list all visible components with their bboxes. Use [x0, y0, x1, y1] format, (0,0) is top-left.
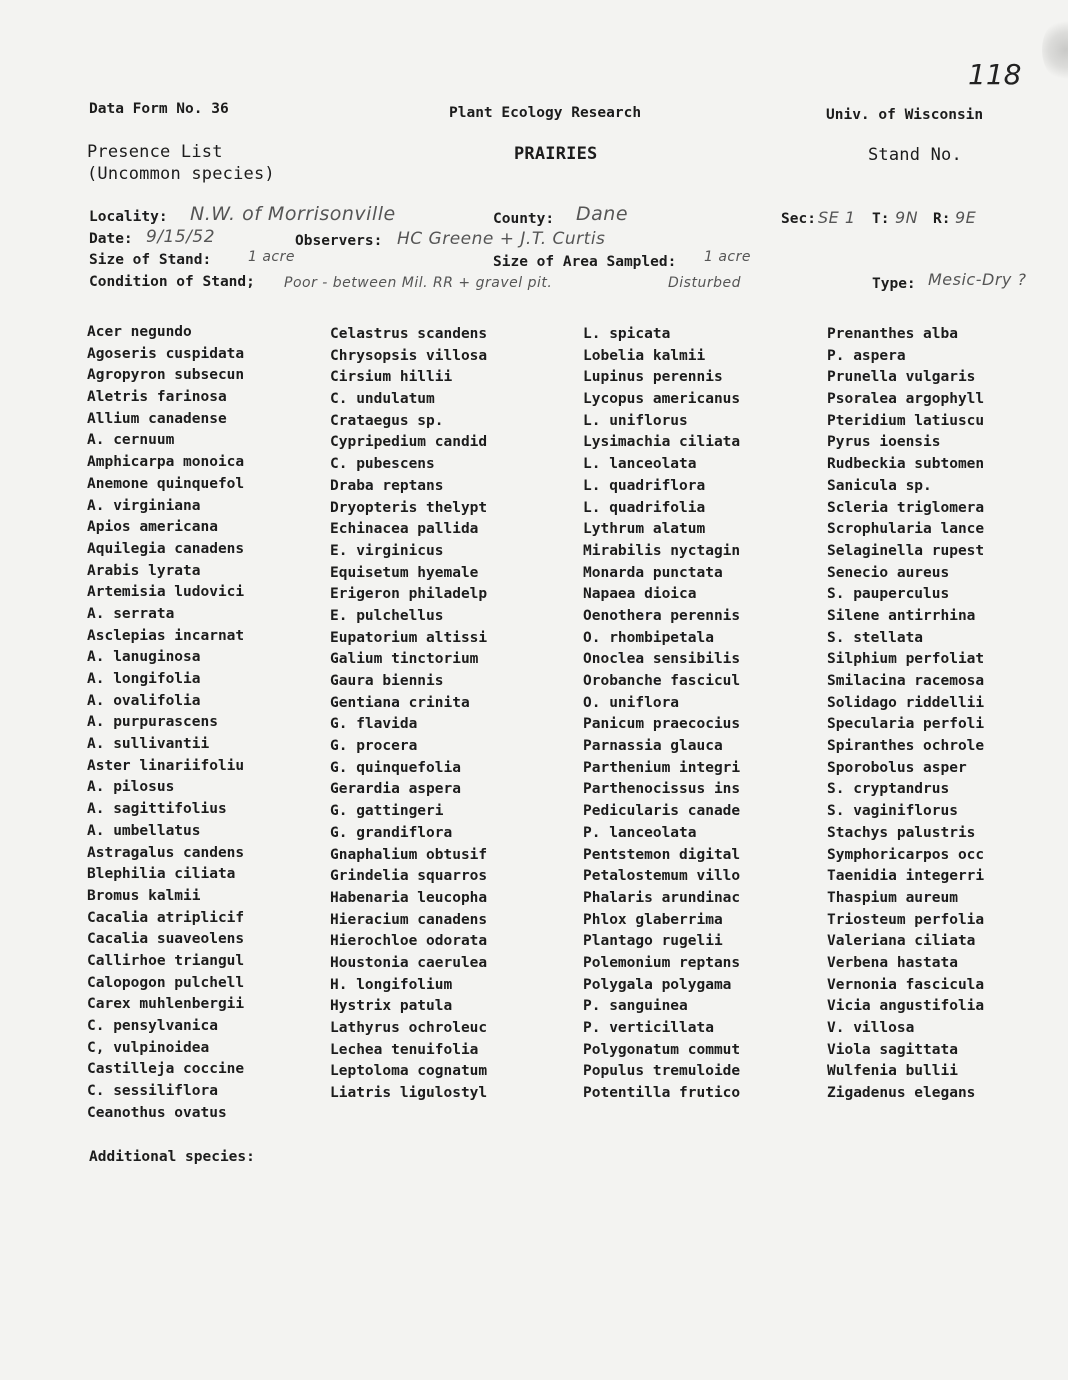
species-entry: Sanicula sp. [827, 477, 932, 494]
species-entry: E. virginicus [330, 542, 444, 559]
size-of-area-label: Size of Area Sampled: [493, 254, 677, 270]
species-entry: Populus tremuloide [583, 1063, 741, 1080]
species-entry: Ceanothus ovatus [87, 1104, 227, 1121]
species-column-1 [87, 322, 244, 1124]
species-entry: Orobanche fascicul [583, 673, 741, 689]
species-entry: Hierochloe odorata [330, 933, 488, 950]
species-entry: Gaura biennis [330, 673, 444, 689]
species-entry: A. purpurascens [87, 714, 218, 731]
species-entry: A. sagittifolius [87, 801, 227, 818]
species-entry: A. umbellatus [87, 822, 201, 839]
species-entry: Polemonium reptans [583, 954, 741, 971]
species-entry: C. pensylvanica [87, 1018, 218, 1034]
range-label: R: [933, 211, 951, 227]
species-entry: Rudbeckia subtomen [827, 456, 985, 473]
species-entry: Scleria triglomera [827, 499, 985, 516]
species-entry: Cypripedium candid [330, 434, 488, 451]
species-entry: Silphium perfoliat [827, 651, 985, 668]
species-entry: Symphoricarpos occ [827, 846, 985, 863]
species-entry: Draba reptans [330, 477, 444, 494]
species-entry: Mirabilis nyctagin [583, 542, 741, 559]
species-entry: Lupinus perennis [583, 369, 723, 386]
species-entry: Selaginella rupest [827, 542, 985, 559]
species-entry: Phalaris arundinac [583, 889, 741, 906]
species-entry: Taenidia integerri [827, 868, 985, 885]
species-entry: A. ovalifolia [87, 692, 201, 709]
species-entry: S. cryptandrus [827, 781, 950, 798]
species-entry: Hieracium canadens [330, 911, 488, 928]
species-entry: C. sessiliflora [87, 1083, 218, 1100]
species-entry: Valeriana ciliata [827, 933, 976, 950]
species-entry: A. cernuum [87, 432, 175, 449]
page-number: 118 [968, 58, 1022, 91]
species-entry: Pteridium latiuscu [827, 412, 985, 429]
species-entry: Onoclea sensibilis [583, 651, 741, 668]
species-entry: L. lanceolata [583, 456, 697, 473]
species-entry: Anemone quinquefol [87, 475, 245, 492]
species-entry: L. uniflorus [583, 412, 688, 429]
observers-value: HC Greene + J.T. Curtis [397, 229, 606, 249]
date-label: Date: [89, 231, 133, 247]
category-title: PRAIRIES [514, 144, 598, 164]
species-entry: Dryopteris thelypt [330, 499, 488, 516]
species-entry: O. uniflora [583, 694, 680, 711]
species-entry: E. pulchellus [330, 607, 444, 624]
condition-label: Condition of Stand; [89, 274, 255, 290]
species-entry: Pentstemon digital [583, 846, 741, 863]
species-entry: Celastrus scandens [330, 326, 488, 342]
sec-value: SE 1 [818, 208, 856, 227]
species-entry: Aquilegia canadens [87, 540, 245, 557]
type-value: Mesic-Dry ? [928, 270, 1027, 289]
presence-list-title: Presence List [87, 142, 223, 162]
species-entry: Wulfenia bullii [827, 1063, 958, 1080]
species-entry: Leptoloma cognatum [330, 1063, 488, 1080]
species-entry: Pedicularis canade [583, 803, 741, 820]
species-entry: Triosteum perfolia [827, 911, 985, 928]
species-entry: A. pilosus [87, 779, 175, 796]
species-entry: Lechea tenuifolia [330, 1041, 479, 1058]
species-entry: A. longifolia [87, 671, 201, 687]
species-entry: Gerardia aspera [330, 781, 461, 798]
species-entry: Spiranthes ochrole [827, 738, 985, 755]
species-entry: G. procera [330, 738, 418, 755]
species-column-2 [330, 324, 487, 1105]
species-entry: Lythrum alatum [583, 521, 706, 538]
organization: Plant Ecology Research [449, 105, 642, 121]
species-entry: C, vulpinoidea [87, 1039, 210, 1056]
species-entry: Lycopus americanus [583, 391, 741, 408]
species-entry: A. lanuginosa [87, 649, 201, 666]
species-entry: Polygonatum commut [583, 1041, 741, 1058]
species-entry: Polygala polygama [583, 976, 732, 993]
species-entry: S. pauperculus [827, 586, 950, 603]
species-entry: Panicum praecocius [583, 716, 741, 733]
species-column-3 [583, 324, 740, 1105]
species-entry: Potentilla frutico [583, 1085, 741, 1102]
species-entry: Amphicarpa monoica [87, 454, 245, 471]
species-entry: Cacalia suaveolens [87, 931, 245, 948]
species-entry: A. virginiana [87, 497, 201, 514]
species-entry: Petalostemum villo [583, 868, 741, 885]
observers-label: Observers: [295, 233, 383, 249]
species-entry: Scrophularia lance [827, 521, 985, 538]
stand-number-label: Stand No. [868, 145, 962, 165]
species-entry: Asclepias incarnat [87, 627, 245, 644]
species-entry: A. serrata [87, 605, 175, 622]
species-entry: Senecio aureus [827, 564, 950, 581]
species-entry: S. stellata [827, 629, 924, 646]
species-entry: Cacalia atriplicif [87, 909, 245, 926]
species-entry: Callirhoe triangul [87, 952, 245, 969]
species-entry: Agoseris cuspidata [87, 345, 245, 362]
species-entry: P. verticillata [583, 1020, 714, 1036]
species-entry: Phlox glaberrima [583, 911, 723, 928]
species-entry: Parnassia glauca [583, 738, 723, 755]
species-entry: L. quadrifolia [583, 499, 706, 516]
sec-label: Sec: [781, 211, 816, 227]
locality-label: Locality: [89, 209, 168, 225]
species-entry: Gentiana crinita [330, 694, 470, 711]
species-entry: Acer negundo [87, 324, 192, 340]
species-entry: Monarda punctata [583, 564, 723, 581]
species-entry: Aster linariifoliu [87, 757, 245, 774]
species-entry: Grindelia squarros [330, 868, 488, 885]
species-entry: L. quadriflora [583, 477, 706, 494]
species-entry: Gnaphalium obtusif [330, 846, 488, 863]
species-entry: Psoralea argophyll [827, 391, 985, 408]
species-entry: Galium tinctorium [330, 651, 479, 668]
species-entry: Plantago rugelii [583, 933, 723, 950]
presence-list-subtitle: (Uncommon species) [87, 164, 275, 184]
locality-value: N.W. of Morrisonville [190, 203, 396, 225]
species-entry: C. pubescens [330, 456, 435, 473]
species-entry: Vicia angustifolia [827, 998, 985, 1015]
species-entry: Allium canadense [87, 410, 227, 427]
form-number: Data Form No. 36 [89, 101, 229, 117]
species-entry: Pyrus ioensis [827, 434, 941, 451]
species-entry: Echinacea pallida [330, 521, 479, 538]
species-entry: Prunella vulgaris [827, 369, 976, 386]
species-entry: G. grandiflora [330, 824, 453, 841]
species-entry: Houstonia caerulea [330, 954, 488, 971]
species-entry: A. sullivantii [87, 736, 210, 753]
species-entry: Agropyron subsecun [87, 367, 245, 384]
county-label: County: [493, 211, 555, 227]
species-entry: Blephilia ciliata [87, 866, 236, 883]
species-entry: Crataegus sp. [330, 412, 444, 429]
species-entry: H. longifolium [330, 976, 453, 993]
species-entry: G. quinquefolia [330, 759, 461, 776]
species-entry: Prenanthes alba [827, 326, 958, 342]
size-of-stand-label: Size of Stand: [89, 252, 212, 268]
species-column-4 [827, 324, 984, 1105]
condition-value: Poor - between Mil. RR + gravel pit. [284, 275, 553, 291]
species-entry: G. flavida [330, 716, 418, 733]
species-entry: Zigadenus elegans [827, 1085, 976, 1102]
species-entry: L. spicata [583, 326, 671, 342]
species-entry: Apios americana [87, 519, 218, 536]
species-entry: Calopogon pulchell [87, 974, 245, 991]
species-entry: Astragalus candens [87, 844, 245, 861]
species-entry: Parthenium integri [583, 759, 741, 776]
species-entry: Oenothera perennis [583, 607, 741, 624]
species-entry: Vernonia fascicula [827, 976, 985, 993]
species-entry: Aletris farinosa [87, 389, 227, 406]
species-entry: V. villosa [827, 1020, 915, 1036]
type-label: Type: [872, 276, 916, 292]
species-entry: Cirsium hillii [330, 369, 453, 386]
species-entry: Lathyrus ochroleuc [330, 1020, 488, 1036]
township-value: 9N [895, 208, 919, 227]
species-entry: Habenaria leucopha [330, 889, 488, 906]
condition-note: Disturbed [668, 275, 741, 291]
species-entry: Napaea dioica [583, 586, 697, 603]
species-entry: Parthenocissus ins [583, 781, 741, 798]
species-entry: Smilacina racemosa [827, 673, 985, 689]
species-entry: Silene antirrhina [827, 607, 976, 624]
species-entry: P. sanguinea [583, 998, 688, 1015]
species-entry: Thaspium aureum [827, 889, 958, 906]
page-smudge [1042, 20, 1068, 80]
species-entry: Hystrix patula [330, 998, 453, 1015]
county-value: Dane [576, 203, 629, 225]
date-value: 9/15/52 [146, 227, 216, 247]
species-entry: P. lanceolata [583, 824, 697, 841]
species-entry: Bromus kalmii [87, 887, 201, 904]
range-value: 9E [955, 208, 977, 227]
species-entry: O. rhombipetala [583, 629, 714, 646]
species-entry: P. aspera [827, 347, 906, 364]
species-entry: G. gattingeri [330, 803, 444, 820]
species-entry: Viola sagittata [827, 1041, 958, 1058]
species-entry: Chrysopsis villosa [330, 347, 488, 364]
species-entry: Stachys palustris [827, 824, 976, 841]
species-entry: Equisetum hyemale [330, 564, 479, 581]
species-entry: S. vaginiflorus [827, 803, 958, 820]
township-label: T: [872, 211, 890, 227]
university: Univ. of Wisconsin [826, 107, 984, 123]
species-entry: C. undulatum [330, 391, 435, 408]
species-entry: Eupatorium altissi [330, 629, 488, 646]
size-of-area-value: 1 acre [704, 249, 752, 265]
additional-species-label: Additional species: [89, 1149, 255, 1165]
species-entry: Lobelia kalmii [583, 347, 706, 364]
species-entry: Sporobolus asper [827, 759, 967, 776]
species-entry: Erigeron philadelp [330, 586, 488, 603]
species-entry: Verbena hastata [827, 954, 958, 971]
species-entry: Castilleja coccine [87, 1061, 245, 1078]
species-entry: Solidago riddellii [827, 694, 985, 711]
species-entry: Carex muhlenbergii [87, 996, 245, 1013]
species-entry: Arabis lyrata [87, 562, 201, 579]
species-entry: Liatris ligulostyl [330, 1085, 488, 1102]
species-entry: Lysimachia ciliata [583, 434, 741, 451]
species-entry: Artemisia ludovici [87, 584, 245, 601]
species-entry: Specularia perfoli [827, 716, 985, 733]
size-of-stand-value: 1 acre [248, 249, 296, 265]
